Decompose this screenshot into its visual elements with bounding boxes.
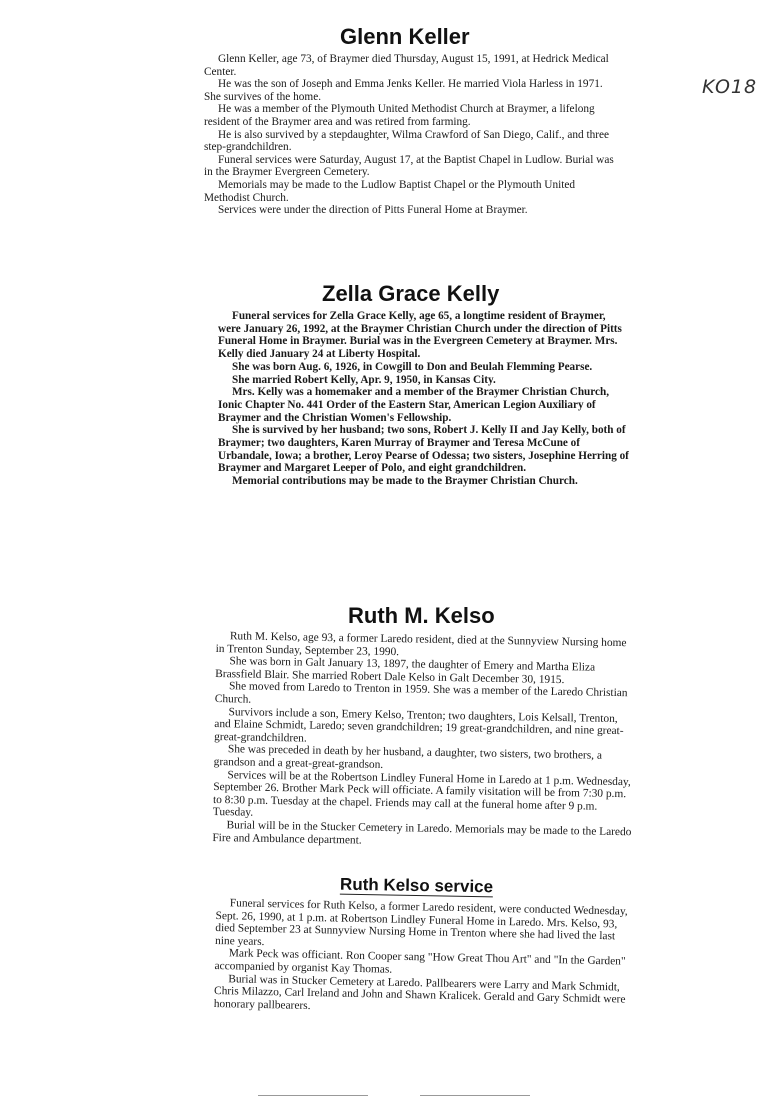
paragraph: He was the son of Joseph and Emma Jenks Keller. He married Viola Harless in 1971. She survives of the home. [204,78,603,103]
paragraph: Funeral services were Saturday, August 17, at the Baptist Chapel in Ludlow. Burial was in the Braymer Evergreen Cemetery. [204,153,614,179]
page-edge-rule [258,1095,368,1096]
paragraph: Funeral services for Ruth Kelso, a former Laredo resident, were conducted Wednesday, Sept. 26, 1990, at 1 p.m. at Robertson Lindley Funeral Home in Laredo. Mrs. Kelso, 93, died September 23 at Sunnyview Nursing Home in Trenton where she had lived the last nine years. [214,897,628,948]
paragraph: She is survived by her husband; two sons, Robert J. Kelly II and Jay Kelly, both of Braymer; two daughters, Karen Murray of Braymer and Teresa McCune of Urbandale, Iowa; a brother, Leroy Pearse of Odessa; two sisters, Josephine Herring of Braymer and Margaret Leeper of Polo, and eight grandchildren. [218,424,629,475]
handwritten-code: KO18 [702,76,758,98]
paragraph: Mark Peck was officiant. Ron Cooper sang "How Great Thou Art" and "In the Garden" accompanied by organist Kay Thomas. [214,947,626,976]
paragraph: Burial will be in the Stucker Cemetery in Laredo. Memorials may be made to the Laredo Fire and Ambulance department. [212,819,632,847]
paragraph: She was born in Galt January 13, 1897, the daughter of Emery and Martha Eliza Brassfield Blair. She married Robert Dale Kelso in Galt December 30, 1915. [215,655,596,686]
article-zella-grace-kelly [218,310,630,488]
headline-zella-grace-kelly: Zella Grace Kelly [322,281,500,306]
page-edge-rule [420,1095,530,1096]
paragraph: Burial was in Stucker Cemetery at Laredo. Pallbearers were Larry and Mark Schmidt, Chris Milazzo, Carl Ireland and John and Shawn Kralicek. Gerald and Gary Schmidt were honorary pallbearers. [213,972,626,1012]
paragraph: Services will be at the Robertson Lindley Funeral Home in Laredo at 1 p.m. Wednesday, September 26. Brother Mark Peck will officiate. A family visitation will be from 7:30 p.m. to 8:30 p.m. Tuesday at the chapel. Friends may call at the funeral home after 9 p.m. Tuesday. [212,768,631,819]
paragraph: Glenn Keller, age 73, of Braymer died Thursday, August 15, 1991, at Hedrick Medical Center. [204,53,609,78]
article-ruth-m-kelso [212,630,638,851]
paragraph: Ruth M. Kelso, age 93, a former Laredo resident, died at the Sunnyview Nursing home in Trenton Sunday, September 23, 1990. [215,630,627,658]
headline-ruth-kelso-service [340,875,493,898]
paragraph: She was preceded in death by her husband, a daughter, two sisters, two brothers, a grandson and a great-great-grandson. [213,743,603,771]
paragraph: She moved from Laredo to Trenton in 1959. She was a member of the Laredo Christian Church. [214,680,628,706]
headline-glenn-keller: Glenn Keller [340,24,470,49]
paragraph: Survivors include a son, Emery Kelso, Trenton; two daughters, Lois Kelsall, Trenton, and Elaine Schmidt, Laredo; seven grandchildren; 19 great-grandchildren, and nine great-great-grandchildren. [214,705,624,745]
article-glenn-keller [204,53,618,217]
paragraph: He was a member of the Plymouth United Methodist Church at Braymer, a lifelong resident of the Braymer area and was retired from farming. [204,103,595,128]
paragraph: She was born Aug. 6, 1926, in Cowgill to Don and Beulah Flemming Pearse. [232,360,593,373]
paragraph: Memorial contributions may be made to the Braymer Christian Church. [232,475,578,488]
headline-text: Ruth Kelso service [339,874,494,897]
paragraph: Services were under the direction of Pitts Funeral Home at Braymer. [218,204,528,217]
paragraph: Mrs. Kelly was a homemaker and a member of the Braymer Christian Church, Ionic Chapter No. 441 Order of the Eastern Star, American Legion Auxiliary of Braymer and the Christian Women's Fellowship. [218,386,610,424]
paragraph: Funeral services for Zella Grace Kelly, age 65, a longtime resident of Braymer, were January 26, 1992, at the Braymer Christian Church under the direction of Pitts Funeral Home in Braymer. Burial was in the Evergreen Cemetery at Braymer. Mrs. Kelly died January 24 at Liberty Hospital. [218,310,622,361]
paragraph: She married Robert Kelly, Apr. 9, 1950, in Kansas City. [232,373,496,386]
paragraph: He is also survived by a stepdaughter, Wilma Crawford of San Diego, Calif., and three step-grandchildren. [204,128,610,154]
article-ruth-kelso-service [214,897,630,1019]
headline-ruth-m-kelso: Ruth M. Kelso [348,603,495,628]
paragraph: Memorials may be made to the Ludlow Baptist Chapel or the Plymouth United Methodist Church. [204,178,576,204]
